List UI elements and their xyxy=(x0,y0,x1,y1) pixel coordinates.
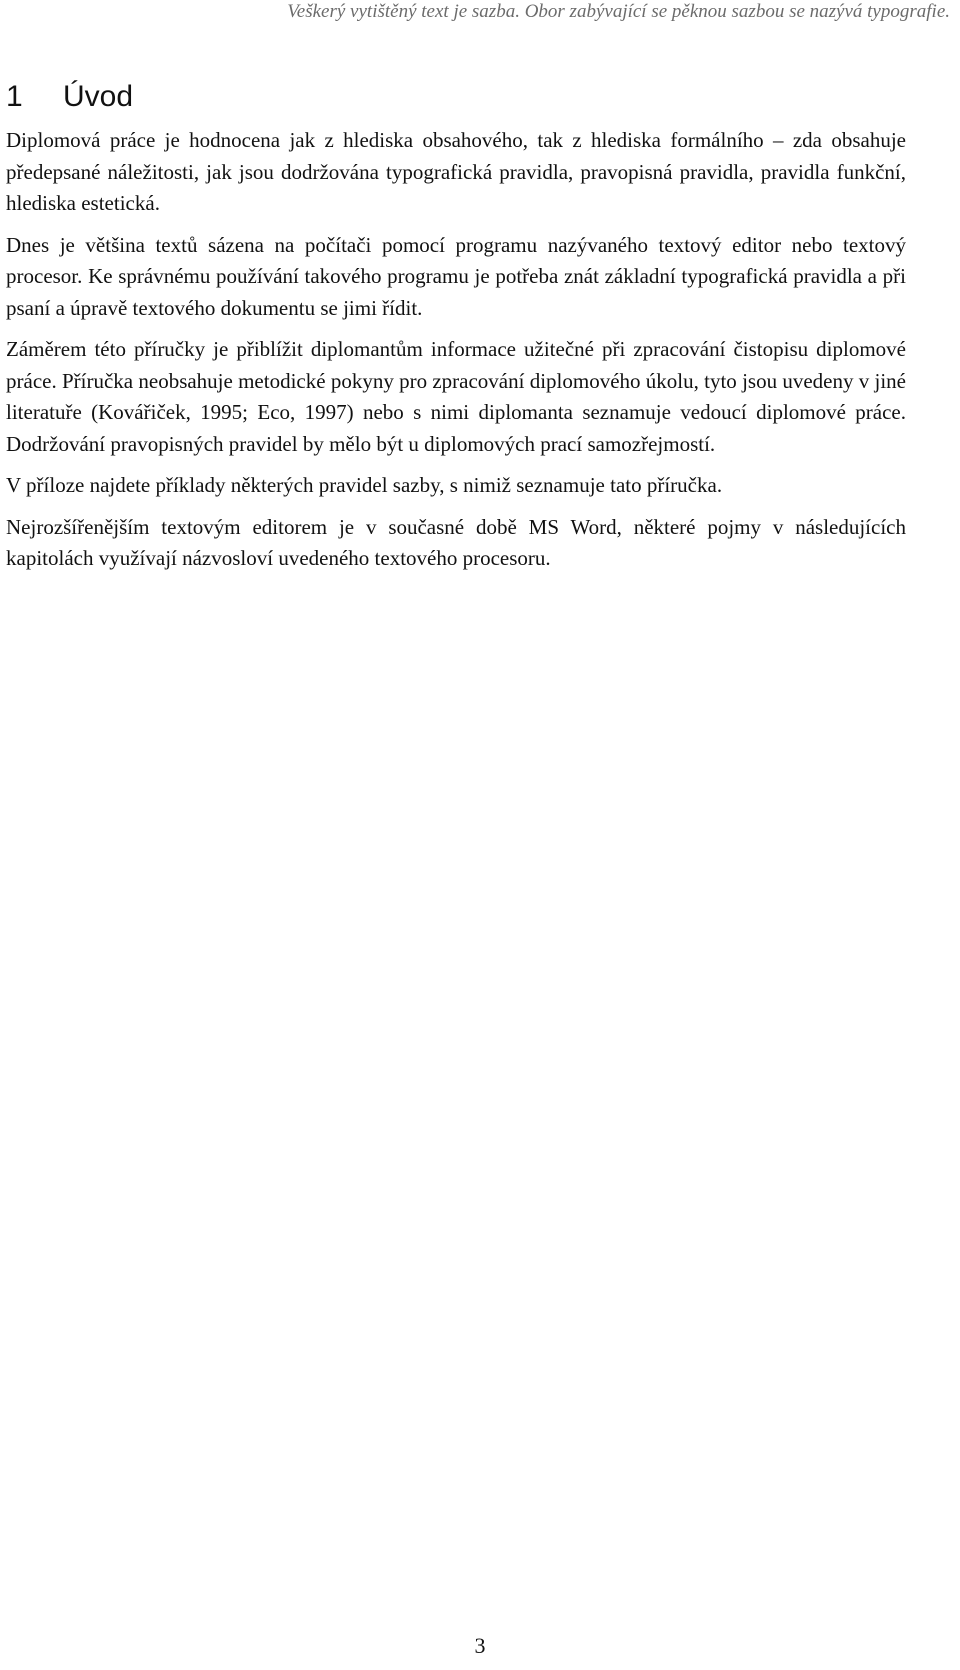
running-header: Veškerý vytištěný text je sazba. Obor zabývající se pěknou sazbou se nazývá typografie. xyxy=(287,1,950,22)
paragraph: Nejrozšířenějším textovým editorem je v současné době MS Word, některé pojmy v následujících kapitolách využívají názvosloví uvedeného textového procesoru. xyxy=(6,514,906,570)
paragraph: V příloze najdete příklady některých pravidel sazby, s nimiž seznamuje tato příručka. xyxy=(6,473,723,497)
paragraph: Dnes je většina textů sázena na počítači pomocí programu nazývaného textový editor nebo textový procesor. Ke správnému používání takového programu je potřeba znát základní typografická pravidla a při psaní a úpravě textového dokumentu se jimi řídit. xyxy=(6,232,906,320)
chapter-number: 1 xyxy=(6,80,23,113)
paragraph: Záměrem této příručky je přiblížit diplomantům informace užitečné při zpracování čistopisu diplomové práce. Příručka neobsahuje metodické pokyny pro zpracování diplomového úkolu, tyto jsou uvedeny v jiné literatuře (Kovářiček, 1995; Eco, 1997) nebo s nimi diplomanta seznamuje vedoucí diplomové práce. Dodržování pravopisných pravidel by mělo být u diplomových prací samozřejmostí. xyxy=(6,337,906,456)
body-text xyxy=(6,125,906,585)
chapter-heading xyxy=(6,79,133,115)
chapter-title: Úvod xyxy=(63,80,134,113)
paragraph: Diplomová práce je hodnocena jak z hlediska obsahového, tak z hlediska formálního – zda obsahuje předepsané náležitosti, jak jsou dodržována typografická pravidla, pravopisná pravidla, pravidla funkční, hlediska estetická. xyxy=(6,128,906,215)
page-number: 3 xyxy=(474,1633,486,1658)
